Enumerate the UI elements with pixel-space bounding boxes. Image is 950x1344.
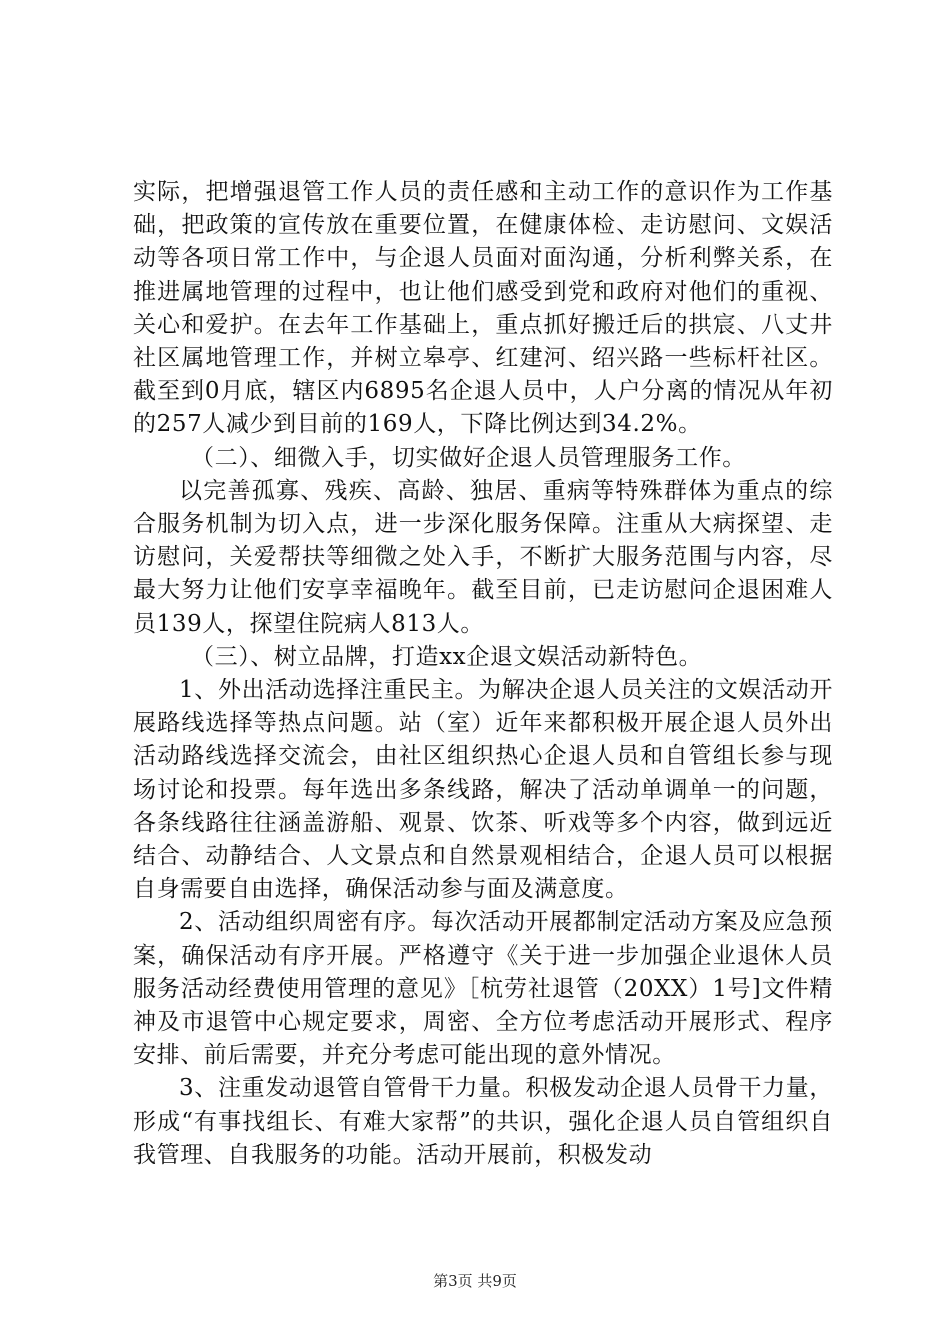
paragraph-item-2: 2、活动组织周密有序。每次活动开展都制定活动方案及应急预案，确保活动有序开展。严格遵守《关于进一步加强企业退休人员服务活动经费使用管理的意见》［杭劳社退管（20XX）1号]文件精神及市退管中心规定要求，周密、全方位考虑活动开展形式、程序安排、前后需要，并充分考虑可能出现的意外情况。 xyxy=(133,909,833,1069)
paragraph-continuation: 实际，把增强退管工作人员的责任感和主动工作的意识作为工作基础，把政策的宣传放在重要位置，在健康体检、走访慰问、文娱活动等各项日常工作中，与企退人员面对面沟通，分析利弊关系，在推进属地管理的过程中，也让他们感受到党和政府对他们的重视、关心和爱护。在去年工作基础上，重点抓好搬迁后的拱宸、八丈井社区属地管理工作，并树立皋亭、红建河、绍兴路一些标杆社区。截至到0月底，辖区内6895名企退人员中，人户分离的情况从年初的257人减少到目前的169人，下降比例达到34.2%。 xyxy=(133,179,833,438)
paragraph-item-3: 3、注重发动退管自管骨干力量。积极发动企退人员骨干力量，形成“有事找组长、有难大家帮”的共识，强化企退人员自管组织自我管理、自我服务的功能。活动开展前，积极发动 xyxy=(133,1075,833,1168)
page-number-footer: 第3页 共9页 xyxy=(433,1272,517,1290)
paragraph-item-1: 1、外出活动选择注重民主。为解决企退人员关注的文娱活动开展路线选择等热点问题。站（室）近年来都积极开展企退人员外出活动路线选择交流会，由社区组织热心企退人员和自管组长参与现场讨论和投票。每年选出多条线路，解决了活动单调单一的问题，各条线路往往涵盖游船、观景、饮茶、听戏等多个内容，做到远近结合、动静结合、人文景点和自然景观相结合，企退人员可以根据自身需要自由选择，确保活动参与面及满意度。 xyxy=(133,677,833,903)
paragraph-special-groups: 以完善孤寡、残疾、高龄、独居、重病等特殊群体为重点的综合服务机制为切入点，进一步深化服务保障。注重从大病探望、走访慰问，关爱帮扶等细微之处入手，不断扩大服务范围与内容，尽最大努力让他们安享幸福晚年。截至目前，已走访慰问企退困难人员139人，探望住院病人813人。 xyxy=(133,477,833,637)
section-heading-2: （二）、细微入手，切实做好企退人员管理服务工作。 xyxy=(191,444,746,471)
section-heading-3: （三）、树立品牌，打造xx企退文娱活动新特色。 xyxy=(191,643,703,670)
document-body xyxy=(133,176,833,1172)
